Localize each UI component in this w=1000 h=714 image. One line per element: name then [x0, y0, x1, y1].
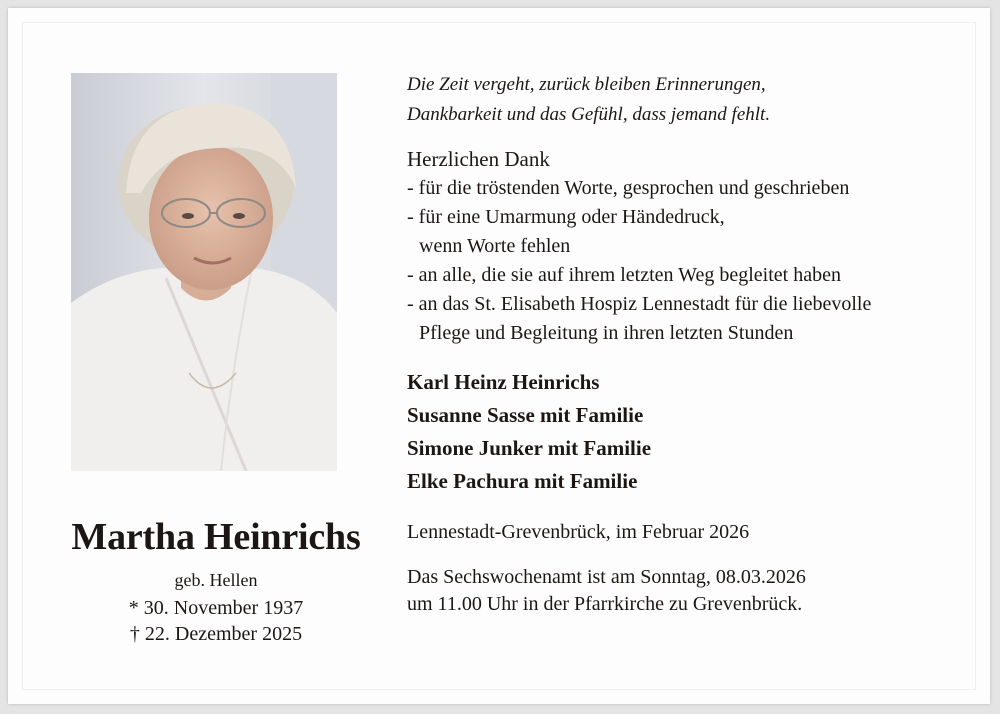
thanks-list	[407, 174, 967, 348]
family-member: Simone Junker mit Familie	[407, 436, 652, 460]
thanks-line: wenn Worte fehlen	[419, 235, 571, 257]
birth-date: * 30. November 1937	[128, 597, 304, 619]
deceased-info	[26, 515, 406, 647]
family-member: Karl Heinz Heinrichs	[407, 370, 600, 394]
death-date: † 22. Dezember 2025	[129, 623, 303, 645]
birth-name: geb. Hellen	[174, 570, 258, 590]
thanks-line: Pflege und Begleitung in ihren letzten Stunden	[419, 322, 794, 344]
text-column	[407, 70, 967, 618]
thanks-line: - an alle, die sie auf ihrem letzten Weg begleitet haben	[407, 264, 841, 286]
deceased-name: Martha Heinrichs	[71, 516, 361, 558]
place-date: Lennestadt-Grevenbrück, im Februar 2026	[407, 521, 750, 543]
obituary-card	[8, 8, 990, 704]
quote-line: Die Zeit vergeht, zurück bleiben Erinnerungen,	[407, 74, 766, 95]
memorial-quote	[407, 70, 967, 130]
family-member: Elke Pachura mit Familie	[407, 469, 638, 493]
thanks-line: - an das St. Elisabeth Hospiz Lennestadt für die liebevolle	[407, 293, 872, 315]
service-notice	[407, 564, 967, 618]
service-line: Das Sechswochenamt ist am Sonntag, 08.03.2026	[407, 566, 806, 588]
family-signatures	[407, 366, 967, 498]
family-member: Susanne Sasse mit Familie	[407, 403, 644, 427]
thanks-line: - für die tröstenden Worte, gesprochen und geschrieben	[407, 177, 850, 199]
quote-line: Dankbarkeit und das Gefühl, dass jemand fehlt.	[407, 104, 771, 125]
thanks-section	[407, 145, 967, 348]
service-line: um 11.00 Uhr in der Pfarrkirche zu Grevenbrück.	[407, 593, 803, 615]
life-dates	[26, 595, 406, 647]
portrait-photo	[71, 73, 337, 471]
thanks-title: Herzlichen Dank	[407, 147, 550, 171]
thanks-line: - für eine Umarmung oder Händedruck,	[407, 206, 725, 228]
